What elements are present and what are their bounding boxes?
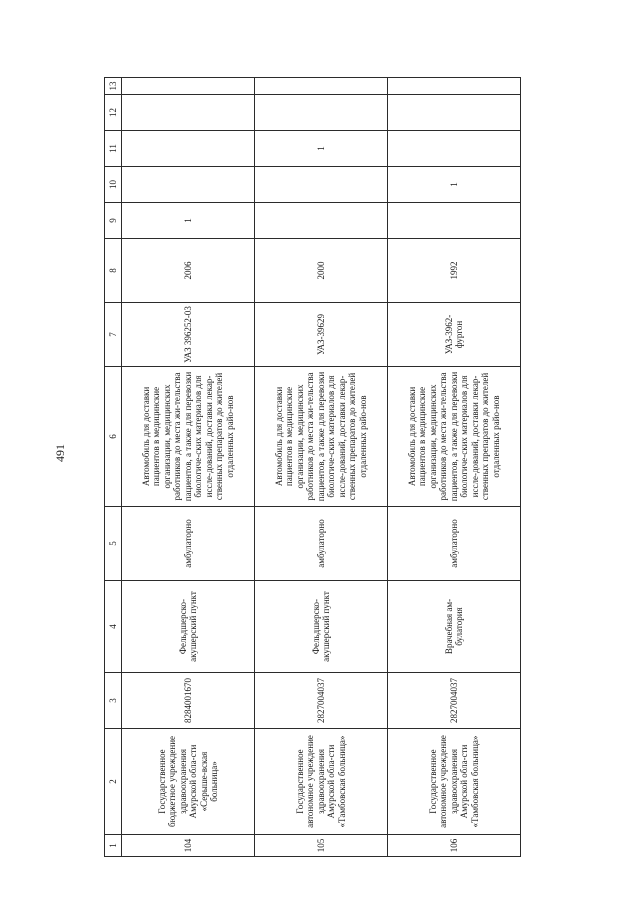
- care-mode: амбулаторно: [388, 507, 521, 581]
- facility-type: Фельдшерско-акушерский пункт: [255, 581, 388, 673]
- vehicle-model: УАЗ-3962-фургон: [388, 303, 521, 367]
- header-row: [105, 78, 122, 857]
- facility-type: Врачебная ам-булатория: [388, 581, 521, 673]
- cell-col-13: [255, 78, 388, 95]
- column-number-12: 12: [105, 95, 122, 131]
- column-number-9: 9: [105, 203, 122, 239]
- table-container: [104, 78, 518, 857]
- column-number-13: 13: [105, 78, 122, 95]
- table-row: [388, 78, 521, 857]
- vehicle-purpose: Автомобиль для доставки пациентов в медицинские организации, медицинских работников до места жи-тельства пациентов, а также для перевозки биологиче-ских материалов для иссле-дований, доставки лекар-ственных препаратов до жителей отдаленных райо-нов: [255, 367, 388, 507]
- column-number-11: 11: [105, 131, 122, 167]
- care-mode: амбулаторно: [122, 507, 255, 581]
- registry-table: [104, 77, 521, 857]
- column-number-4: 4: [105, 581, 122, 673]
- vehicle-year: 1992: [388, 239, 521, 303]
- table-row: [255, 78, 388, 857]
- organization-code: 2827004037: [388, 673, 521, 729]
- vehicle-purpose: Автомобиль для доставки пациентов в медицинские организации, медицинских работников до места жи-тельства пациентов, а также для перевозки биологиче-ских материалов для иссле-дований, доставки лекар-ственных препаратов до жителей отдаленных райо-нов: [388, 367, 521, 507]
- facility-type: Фельдшерско-акушерский пункт: [122, 581, 255, 673]
- cell-col-13: [122, 78, 255, 95]
- page-number: 491: [53, 444, 67, 462]
- cell-col-11: [122, 131, 255, 167]
- cell-col-9: [255, 203, 388, 239]
- cell-col-10: 1: [388, 167, 521, 203]
- row-number: 105: [255, 835, 388, 857]
- column-number-5: 5: [105, 507, 122, 581]
- cell-col-12: [122, 95, 255, 131]
- column-number-8: 8: [105, 239, 122, 303]
- cell-col-9: 1: [122, 203, 255, 239]
- column-number-2: 2: [105, 729, 122, 835]
- column-number-10: 10: [105, 167, 122, 203]
- organization-name: Государственное автономное учреждение здравоохранения Амурской обла-сти «Тамбовская больница»: [388, 729, 521, 835]
- column-number-1: 1: [105, 835, 122, 857]
- rotated-table-frame: [104, 78, 518, 857]
- cell-col-12: [255, 95, 388, 131]
- cell-col-10: [122, 167, 255, 203]
- cell-col-10: [255, 167, 388, 203]
- cell-col-11: 1: [255, 131, 388, 167]
- vehicle-year: 2006: [122, 239, 255, 303]
- column-number-7: 7: [105, 303, 122, 367]
- vehicle-model: УАЗ 396252-03: [122, 303, 255, 367]
- column-number-3: 3: [105, 673, 122, 729]
- vehicle-model: УАЗ-39629: [255, 303, 388, 367]
- table-row: [122, 78, 255, 857]
- column-number-6: 6: [105, 367, 122, 507]
- row-number: 104: [122, 835, 255, 857]
- organization-name: Государственное бюджетное учреждение здравоохранения Амурской обла-сти «Серыше-вская больница»: [122, 729, 255, 835]
- cell-col-11: [388, 131, 521, 167]
- cell-col-9: [388, 203, 521, 239]
- row-number: 106: [388, 835, 521, 857]
- cell-col-13: [388, 78, 521, 95]
- organization-name: Государственное автономное учреждение здравоохранения Амурской обла-сти «Тамбовская больница»: [255, 729, 388, 835]
- care-mode: амбулаторно: [255, 507, 388, 581]
- vehicle-purpose: Автомобиль для доставки пациентов в медицинские организации, медицинских работников до места жи-тельства пациентов, а также для перевозки биологиче-ских материалов для иссле-дований, доставки лекар-ственных препаратов до жителей отдаленных райо-нов: [122, 367, 255, 507]
- organization-code: 8284001670: [122, 673, 255, 729]
- vehicle-year: 2000: [255, 239, 388, 303]
- cell-col-12: [388, 95, 521, 131]
- organization-code: 2827004037: [255, 673, 388, 729]
